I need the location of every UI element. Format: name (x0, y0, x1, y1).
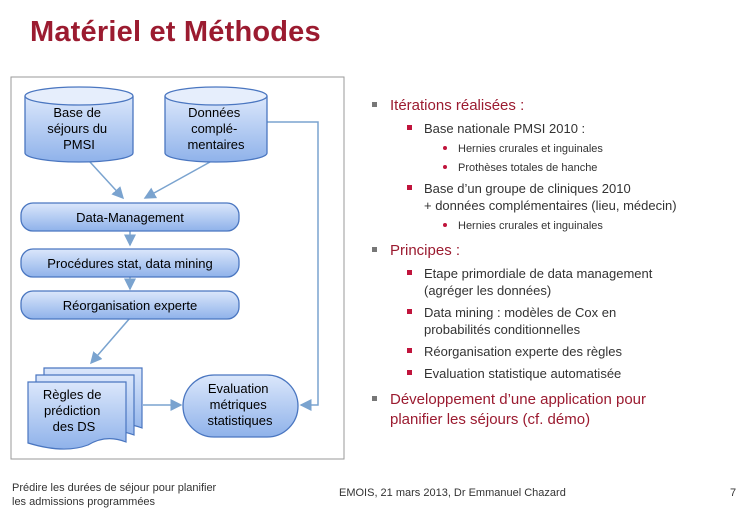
bullet-iterations: Itérations réalisées : (370, 96, 740, 115)
bullet-dev-line1: Développement d’une application pour (390, 391, 647, 408)
footer-subtitle-line2: les admissions programmées (12, 496, 156, 508)
bullet-evalstat: Evaluation statistique automatisée (370, 365, 740, 382)
bullet-developpement (370, 390, 740, 430)
footer-subtitle-line1: Prédire les durées de séjour pour planifier (12, 482, 217, 494)
bullet-etape (370, 265, 740, 299)
bullet-dev-line2: planifier les séjours (cf. démo) (390, 411, 591, 428)
rules-line2: prédiction (44, 403, 101, 418)
bullet-protheses: Prothèses totales de hanche (370, 161, 740, 175)
bullet-base-groupe (370, 180, 740, 214)
evaluation-line1: Evaluation (207, 381, 269, 396)
db-pmsi-line3: PMSI (63, 137, 95, 152)
footer-event: EMOIS, 21 mars 2013, Dr Emmanuel Chazard (339, 487, 566, 499)
database-pmsi (25, 87, 133, 162)
step-stat-procedures (21, 249, 239, 277)
bullet-datamining (370, 304, 740, 338)
bullet-hernies-2: Hernies crurales et inguinales (370, 219, 740, 233)
rules-documents (28, 368, 142, 449)
svg-text:Evaluation métriques (207, 381, 273, 428)
arrow-reorg-to-rules (91, 318, 130, 363)
bullet-datamining-line1: Data mining : modèles de Cox en (424, 305, 617, 320)
slide-title: Matériel et Méthodes (30, 16, 321, 48)
bullet-principes: Principes : (370, 241, 740, 260)
evaluation-line3: statistiques (207, 413, 273, 428)
page-number: 7 (730, 487, 737, 499)
bullet-hernies-1: Hernies crurales et inguinales (370, 142, 740, 156)
step-data-management (21, 203, 239, 231)
rules-line3: des DS (52, 419, 96, 434)
arrow-pmsi-to-dm (90, 162, 123, 198)
bullet-etape-line2: (agréger les données) (424, 283, 552, 298)
db-extra-line3: mentaires (187, 137, 245, 152)
db-pmsi-line1: Base de (53, 105, 102, 120)
db-extra-line2: complé- (191, 121, 238, 136)
bullet-datamining-line2: probabilités conditionnelles (424, 322, 581, 337)
step-data-management-label: Data-Management (76, 210, 184, 225)
arrow-extra-to-eval (267, 122, 318, 405)
step-stat-procedures-label: Procédures stat, data mining (47, 256, 213, 271)
evaluation-node (183, 375, 298, 437)
bullet-base-groupe-line2: + données complémentaires (lieu, médecin) (424, 198, 677, 213)
footer-subtitle (12, 481, 242, 509)
step-expert-reorganisation-label: Réorganisation experte (62, 298, 198, 313)
step-expert-reorganisation (21, 291, 239, 319)
bullet-list (370, 92, 740, 430)
bullet-base-groupe-line1: Base d’un groupe de cliniques 2010 (424, 181, 631, 196)
svg-text:Données complé- me (187, 105, 245, 152)
arrow-extra-to-dm (145, 162, 210, 198)
rules-line1: Règles de (42, 387, 102, 402)
db-extra-line1: Données (188, 105, 241, 120)
bullet-base-pmsi: Base nationale PMSI 2010 : (370, 120, 740, 137)
bullet-etape-line1: Etape primordiale de data management (424, 266, 653, 281)
evaluation-line2: métriques (209, 397, 267, 412)
bullet-reorg: Réorganisation experte des règles (370, 343, 740, 360)
db-pmsi-line2: séjours du (47, 121, 108, 136)
database-extra (165, 87, 267, 162)
